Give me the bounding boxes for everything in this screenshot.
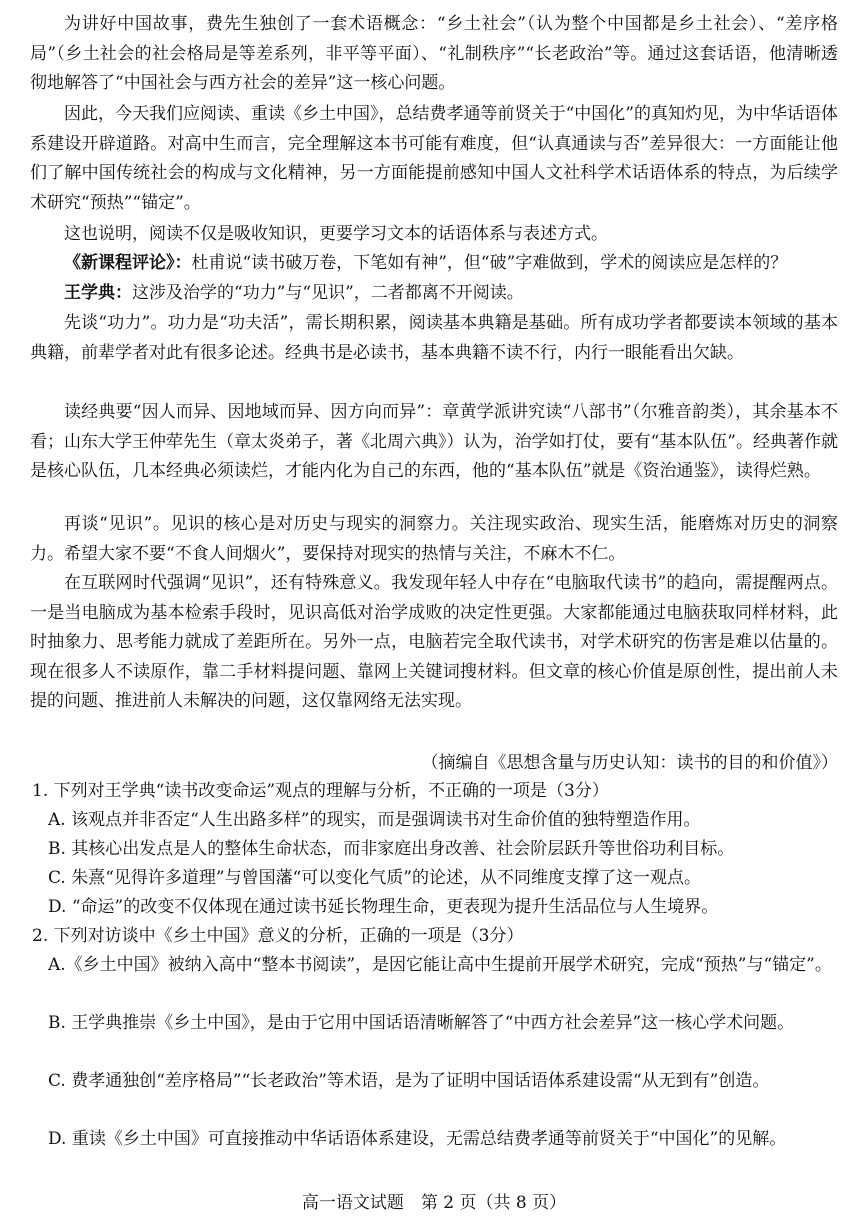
option-c: C. 费孝通独创“差序格局”“长老政治”等术语，是为了证明中国话语体系建设需“从无到有”创造。 <box>48 1071 770 1091</box>
interview-answer-text: 这涉及治学的“功力”与“见识”，二者都离不开阅读。 <box>132 283 524 303</box>
interview-answer <box>30 279 838 309</box>
option-b: B. 王学典推崇《乡土中国》，是由于它用中国话语清晰解答了“中西方社会差异”这一核心学术问题。 <box>48 1013 795 1033</box>
question-stem: 2. 下列对访谈中《乡土中国》意义的分析，正确的一项是（3分） <box>32 926 524 946</box>
page-footer: 高一语文试题 第 2 页（共 8 页） <box>301 1193 567 1213</box>
option-d: D. “命运”的改变不仅体现在通过读书延长物理生命，更表现为提升生活品位与人生境界。 <box>48 897 719 917</box>
option-d: D. 重读《乡土中国》可直接推动中华话语体系建设，无需总结费孝通等前贤关于“中国化”的见解。 <box>48 1129 787 1149</box>
paragraph-jianshi: 再谈“见识”。见识的核心是对历史与现实的洞察力。关注现实政治、现实生活，能磨炼对历史的洞察力。希望大家不要“不食人间烟火”，要保持对现实的热情与关注，不麻木不仁。 <box>30 514 838 564</box>
interviewee-label: 王学典： <box>64 283 132 303</box>
option-c: C. 朱熹“见得许多道理”与曾国藩“可以变化气质”的论述，从不同维度支撑了这一观点。 <box>48 868 701 888</box>
paragraph-1: 为讲好中国故事，费先生独创了一套术语概念：“乡土社会”（认为整个中国都是乡土社会）、“差序格局”（乡土社会的社会格局是等差系列，非平等平面）、“礼制秩序”“长老政治”等。通过这套话语，他清晰透彻地解答了“中国社会与西方社会的差异”这一核心问题。 <box>30 14 838 93</box>
paragraph-gongli: 先谈“功力”。功力是“功夫活”，需长期积累，阅读基本典籍是基础。所有成功学者都要读本领域的基本典籍，前辈学者对此有很多论述。经典书是必读书，基本典籍不读不行，内行一眼能看出欠缺。 <box>30 313 838 363</box>
question-stem: 1. 下列对王学典“读书改变命运”观点的理解与分析，不正确的一项是（3分） <box>32 781 609 801</box>
paragraph-3: 这也说明，阅读不仅是吸收知识，更要学习文本的话语体系与表述方式。 <box>64 224 608 244</box>
paragraph-classics: 读经典要“因人而异、因地域而异、因方向而异”：章黄学派讲究读“八部书”（尔雅音韵类），其余基本不看；山东大学王仲荦先生（章太炎弟子，著《北周六典》）认为，治学如打仗，要有“基本队伍”。经典著作就是核心队伍，几本经典必须读烂，才能内化为自己的东西，他的“基本队伍”就是《资治通鉴》，读得烂熟。 <box>30 402 838 481</box>
option-a: A.《乡土中国》被纳入高中“整本书阅读”，是因它能让高中生提前开展学术研究，完成“预热”与“锚定”。 <box>48 955 832 975</box>
option-b: B. 其核心出发点是人的整体生命状态，而非家庭出身改善、社会阶层跃升等世俗功利目标。 <box>48 839 735 859</box>
paragraph-2: 因此，今天我们应阅读、重读《乡土中国》，总结费孝通等前贤关于“中国化”的真知灼见，为中华话语体系建设开辟道路。对高中生而言，完全理解这本书可能有难度，但“认真通读与否”差异很大：一方面能让他们了解中国传统社会的构成与文化精神，另一方面能提前感知中国人文社科学术话语体系的特点，为后续学术研究“预热”“锚定”。 <box>30 104 838 213</box>
interview-question <box>30 249 838 279</box>
source-citation: （摘编自《思想含量与历史认知：读书的目的和价值》） <box>421 753 838 773</box>
option-a: A. 该观点并非否定“人生出路多样”的现实，而是强调读书对生命价值的独特塑造作用。 <box>48 810 701 830</box>
interview-question-text: 杜甫说“读书破万卷，下笔如有神”，但“破”字难做到，学术的阅读应是怎样的？ <box>191 253 788 273</box>
paragraph-internet: 在互联网时代强调“见识”，还有特殊意义。我发现年轻人中存在“电脑取代读书”的趋向，需提醒两点。一是当电脑成为基本检索手段时，见识高低对治学成败的决定性更强。大家都能通过电脑获取同样材料，此时抽象力、思考能力就成了差距所在。另外一点，电脑若完全取代读书，对学术研究的伤害是难以估量的。现在很多人不读原作，靠二手材料提问题、靠网上关键词搜材料。但文章的核心价值是原创性，提出前人未提的问题、推进前人未解决的问题，这仅靠网络无法实现。 <box>30 573 838 711</box>
interviewer-label: 《新课程评论》： <box>64 253 192 273</box>
